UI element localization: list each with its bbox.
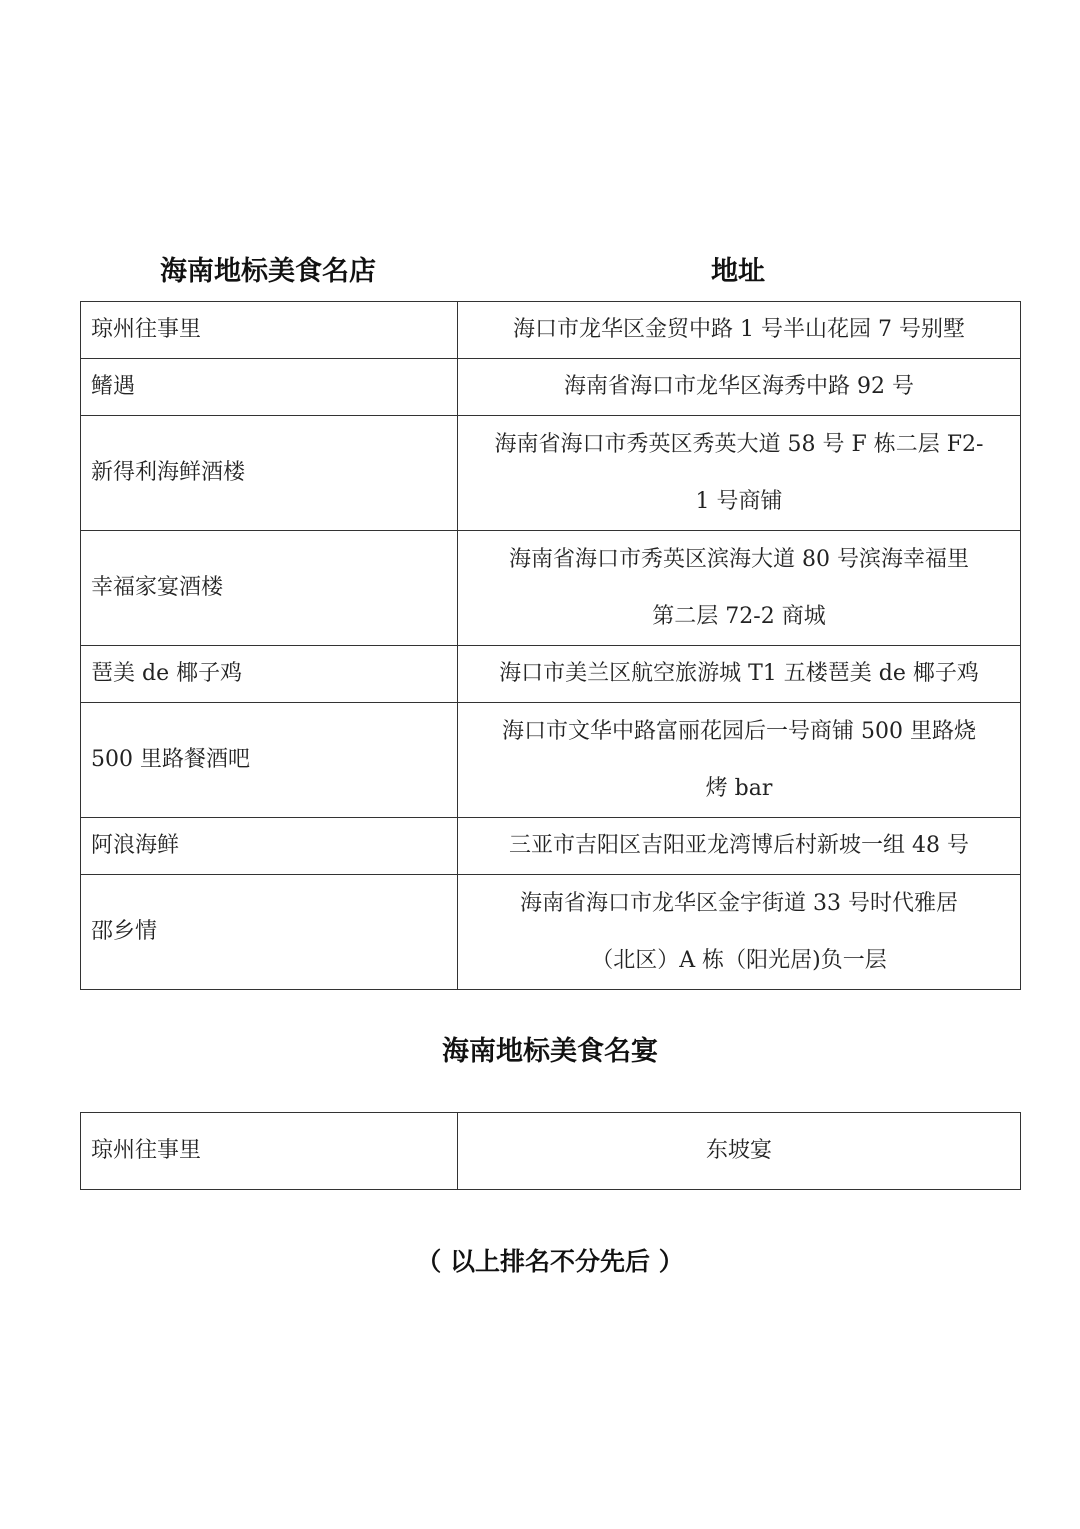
shop-column-heading: 海南地标美食名店	[160, 256, 376, 287]
feast-table	[80, 1112, 1021, 1190]
table-row	[81, 302, 1021, 359]
address-line: （北区）A 栋（阳光居)负一层	[591, 948, 887, 973]
shop-name: 琶美 de 椰子鸡	[81, 646, 458, 703]
address-line: 1 号商铺	[695, 489, 783, 514]
feast-name: 东坡宴	[458, 1113, 1021, 1190]
address-line: 海南省海口市龙华区金宇街道 33 号时代雅居	[520, 891, 958, 916]
shop-address	[458, 646, 1021, 703]
shop-address	[458, 302, 1021, 359]
table-row	[81, 1113, 1021, 1190]
shop-address	[458, 875, 1021, 990]
feast-shop-name: 琼州往事里	[81, 1113, 458, 1190]
shop-address	[458, 531, 1021, 646]
shop-name: 阿浪海鲜	[81, 818, 458, 875]
table-row	[81, 646, 1021, 703]
shop-name: 琼州往事里	[81, 302, 458, 359]
address-line: 第二层 72-2 商城	[652, 604, 826, 629]
table-row	[81, 818, 1021, 875]
table-row	[81, 875, 1021, 990]
shop-name: 500 里路餐酒吧	[81, 703, 458, 818]
address-line: 烤 bar	[705, 776, 773, 801]
ranking-footnote: （ 以上排名不分先后 ）	[416, 1247, 684, 1276]
shop-address	[458, 416, 1021, 531]
shop-name: 新得利海鲜酒楼	[81, 416, 458, 531]
address-column-heading: 地址	[711, 256, 765, 287]
address-line: 海南省海口市龙华区海秀中路 92 号	[564, 374, 914, 399]
feast-section-title: 海南地标美食名宴	[442, 1036, 658, 1067]
address-line: 海口市龙华区金贸中路 1 号半山花园 7 号别墅	[513, 317, 965, 342]
table-row	[81, 703, 1021, 818]
address-line: 海南省海口市秀英区秀英大道 58 号 F 栋二层 F2-	[494, 432, 984, 457]
address-line: 海南省海口市秀英区滨海大道 80 号滨海幸福里	[509, 547, 969, 572]
shop-name: 邵乡情	[81, 875, 458, 990]
shop-name: 幸福家宴酒楼	[81, 531, 458, 646]
address-line: 海口市文华中路富丽花园后一号商铺 500 里路烧	[502, 719, 976, 744]
shop-address	[458, 703, 1021, 818]
shop-address	[458, 818, 1021, 875]
address-line: 三亚市吉阳区吉阳亚龙湾博后村新坡一组 48 号	[509, 833, 969, 858]
address-line: 海口市美兰区航空旅游城 T1 五楼琶美 de 椰子鸡	[499, 661, 979, 686]
table-row	[81, 359, 1021, 416]
shop-name: 鳍遇	[81, 359, 458, 416]
table-row	[81, 531, 1021, 646]
shop-table	[80, 301, 1021, 990]
shop-address	[458, 359, 1021, 416]
table-row	[81, 416, 1021, 531]
